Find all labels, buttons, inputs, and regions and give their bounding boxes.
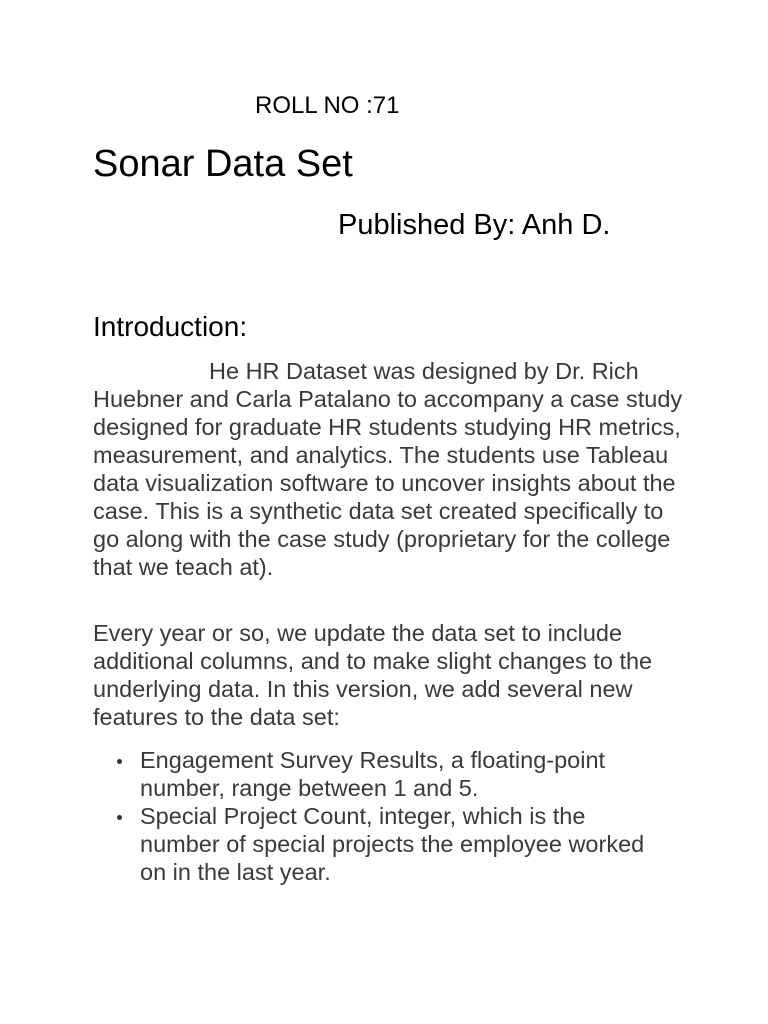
list-item-text: Special Project Count, integer, which is the number of special projects the employee worked on in the last year. [140,803,645,885]
roll-number: ROLL NO :71 [255,92,400,119]
list-item [93,746,663,802]
introduction-paragraph-1: He HR Dataset was designed by Dr. Rich Huebner and Carla Patalano to accompany a case study designed for graduate HR students studying HR metrics, measurement, and analytics. The students use Tableau data visualization software to uncover insights about the case. This is a synthetic data set created specifically to go along with the case study (proprietary for the college that we teach at). [93,358,683,580]
document-title: Sonar Data Set [93,143,353,185]
list-item-text: Engagement Survey Results, a floating-point number, range between 1 and 5. [140,747,606,801]
feature-list [93,746,663,886]
bullet-icon [117,815,122,820]
publisher-line: Published By: Anh D. [338,209,611,241]
introduction-paragraph-2: Every year or so, we update the data set to include additional columns, and to make slight changes to the underlying data. In this version, we add several new features to the data set: [93,620,653,730]
bullet-icon [117,759,122,764]
list-item [93,802,663,886]
introduction-heading: Introduction: [93,311,248,342]
